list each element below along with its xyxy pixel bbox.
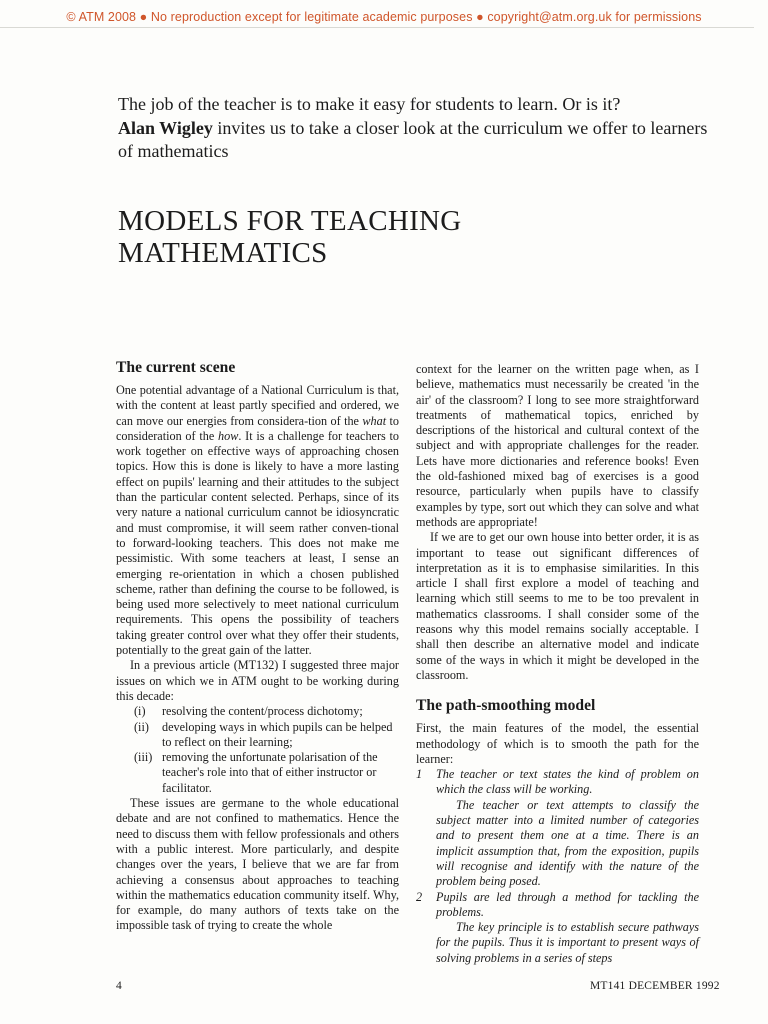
left-column [116,358,399,934]
section-heading-current-scene: The current scene [116,359,236,376]
paragraph: One potential advantage of a National Curriculum is that, with the content at least partly specified and ordered, we can move our energies from considera-tion of the what to consideration of the how. It is a challenge for teachers to work together on effective ways of approaching chosen topics. How this is done is likely to have a more lasting effect on pupils' learning and their attitudes to the subject than the particular content selected. Perhaps, since of its very nature a national curriculum cannot be idiosyncratic and must compromise, it will seem rather conven-tional to forward-looking teachers. This does not make me pessimistic. With some teachers at least, I sense an emerging re-orientation in which a chosen published scheme, rather than defining the course to be followed, is being used more selectively to meet national curriculum requirements. This opens the possibility of teachers taking greater control over what they offer their students, potentially to the great gain of the latter. [116,383,399,658]
issues-list [116,704,399,796]
right-column [416,358,699,966]
list-item: (i) resolving the content/process dichotomy; [134,704,363,719]
page-number: 4 [116,980,122,992]
list-item: 1 The teacher or text states the kind of problem on which the class will be working. The teacher or text attempts to classify the subject matter into a limited number of categories and to present them one at a time. There is an implicit assumption that, from the exposition, pupils will recognise and identify with the nature of the problem being posed. [416,767,699,889]
author-name: Alan Wigley [118,117,213,138]
paragraph: These issues are germane to the whole educational debate and are not confined to mathematics. Hence the need to discuss them with fellow professionals and others with a public interest. More particularly, and despite changes over the years, I believe that we are far from achieving a consensus about approaches to teaching within the mathematics education community itself. Why, for example, do many authors of texts take on the impossible task of trying to create the whole [116,796,399,933]
paragraph: context for the learner on the written page when, as I believe, mathematics must necessarily be created 'in the air' of the classroom? I long to see more straightforward treatments of mathematical topics, enriched by descriptions of the historical and cultural context of the subject and with appropriate challenges for the reader. Lets have more dictionaries and reference books! Even the old-fashioned mixed bag of exercises is a good resource, particularly when pupils have to classify examples by type, sort out which they can solve and what methods are appropriate! [416,362,699,529]
list-item: 2 Pupils are led through a method for tackling the problems. The key principle is to establish secure pathways for the pupils. Thus it is important to present ways of solving problems in a series of steps [416,889,699,965]
standfirst-line1: The job of the teacher is to make it easy for students to learn. Or is it? [118,94,621,114]
issue-label: MT141 DECEMBER 1992 [590,980,720,992]
standfirst-rest: invites us to take a closer look at the curriculum we offer to learners of mathematics [118,117,708,161]
banner-divider [0,27,754,28]
copyright-banner: © ATM 2008 ● No reproduction except for legitimate academic purposes ● copyright@atm.org.uk for permissions [66,10,702,24]
steps-list [416,767,699,966]
paragraph: If we are to get our own house into better order, it is as important to tease out significant differences of interpretation as it is to emphasise similarities. In this article I shall first explore a model of teaching and learning which still seems to me to be too prevalent in mathematics classrooms. I shall consider some of the reasons why this model remains socially acceptable. I shall then describe an alternative model and indicate some of the ways in which it might be developed in the classroom. [416,530,699,682]
article-title: MODELS FOR TEACHING MATHEMATICS [118,205,462,269]
section-heading-path-smoothing: The path-smoothing model [416,697,596,715]
paragraph: In a previous article (MT132) I suggested three major issues on which we in ATM ought to be working during this decade: [116,658,399,703]
standfirst [118,93,718,164]
paragraph: First, the main features of the model, the essential methodology of which is to smooth the path for the learner: [416,721,699,766]
list-item: (iii) removing the unfortunate polarisation of the teacher's role into that of either instructor or facilitator. [134,750,378,795]
list-item: (ii) developing ways in which pupils can be helped to reflect on their learning; [134,719,393,749]
